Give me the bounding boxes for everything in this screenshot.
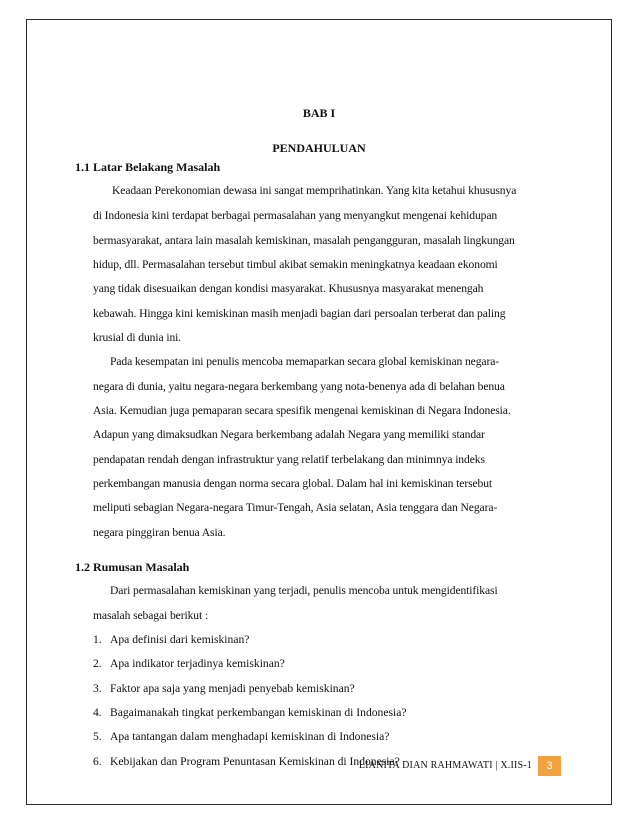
list-item — [93, 730, 389, 743]
list-item — [93, 633, 249, 646]
section-heading-2: 1.2 Rumusan Masalah — [75, 560, 190, 574]
list-text: Bagaimanakah tingkat perkembangan kemiskinan di Indonesia? — [110, 706, 407, 719]
list-number: 1. — [93, 633, 102, 646]
paragraph-line: pendapatan rendah dengan infrastruktur yang relatif terbelakang dan minimnya indeks — [93, 453, 485, 466]
paragraph-line: negara pinggiran benua Asia. — [93, 526, 226, 539]
paragraph-line: Adapun yang dimaksudkan Negara berkembang adalah Negara yang memiliki standar — [93, 428, 485, 441]
list-item — [93, 706, 407, 719]
paragraph-line: Pada kesempatan ini penulis mencoba memaparkan secara global kemiskinan negara- — [110, 355, 500, 368]
paragraph-line: perkembangan manusia dengan norma secara global. Dalam hal ini kemiskinan tersebut — [93, 477, 493, 490]
paragraph-line: yang tidak disesuaikan dengan kondisi masyarakat. Khususnya masyarakat menengah — [93, 282, 484, 295]
paragraph-line: masalah sebagai berikut : — [93, 609, 209, 622]
paragraph-line: di Indonesia kini terdapat berbagai permasalahan yang menyangkut mengenai kehidupan — [93, 209, 498, 222]
paragraph-line: negara di dunia, yaitu negara-negara berkembang yang nota-benenya ada di belahan benua — [93, 380, 505, 393]
list-number: 4. — [93, 706, 102, 719]
list-number: 2. — [93, 657, 102, 670]
section-heading-1: 1.1 Latar Belakang Masalah — [75, 160, 221, 174]
list-item — [93, 682, 355, 695]
list-text: Apa indikator terjadinya kemiskinan? — [110, 657, 285, 670]
paragraph-line: Keadaan Perekonomian dewasa ini sangat memprihatinkan. Yang kita ketahui khususnya — [112, 184, 517, 197]
list-text: Faktor apa saja yang menjadi penyebab kemiskinan? — [110, 682, 355, 695]
footer-author: LIANITA DIAN RAHMAWATI | X.IIS-1 — [358, 760, 532, 771]
paragraph-line: meliputi sebagian Negara-negara Timur-Tengah, Asia selatan, Asia tenggara dan Negara- — [93, 501, 498, 514]
list-text: Apa definisi dari kemiskinan? — [110, 633, 250, 646]
paragraph-line: Asia. Kemudian juga pemaparan secara spesifik mengenai kemiskinan di Negara Indonesia. — [93, 404, 511, 417]
list-number: 5. — [93, 730, 102, 743]
page-number: 3 — [538, 756, 561, 776]
paragraph-line: bermasyarakat, antara lain masalah kemiskinan, masalah pengangguran, masalah lingkungan — [93, 234, 515, 247]
list-item — [93, 657, 285, 670]
paragraph-line: Dari permasalahan kemiskinan yang terjadi, penulis mencoba untuk mengidentifikasi — [110, 584, 498, 597]
list-number: 6. — [93, 755, 102, 768]
paragraph-line: kebawah. Hingga kini kemiskinan masih menjadi bagian dari persoalan terberat dan paling — [93, 307, 506, 320]
paragraph-line: krusial di dunia ini. — [93, 331, 182, 344]
list-text: Apa tantangan dalam menghadapi kemiskinan di Indonesia? — [110, 730, 390, 743]
chapter-title: PENDAHULUAN — [272, 141, 366, 155]
list-number: 3. — [93, 682, 102, 695]
list-item — [93, 755, 400, 768]
chapter-label: BAB I — [302, 106, 336, 120]
paragraph-line: hidup, dll. Permasalahan tersebut timbul akibat semakin meningkatnya keadaan ekonomi — [93, 258, 498, 271]
list-text: Kebijakan dan Program Penuntasan Kemiskinan di Indonesia? — [110, 755, 400, 768]
